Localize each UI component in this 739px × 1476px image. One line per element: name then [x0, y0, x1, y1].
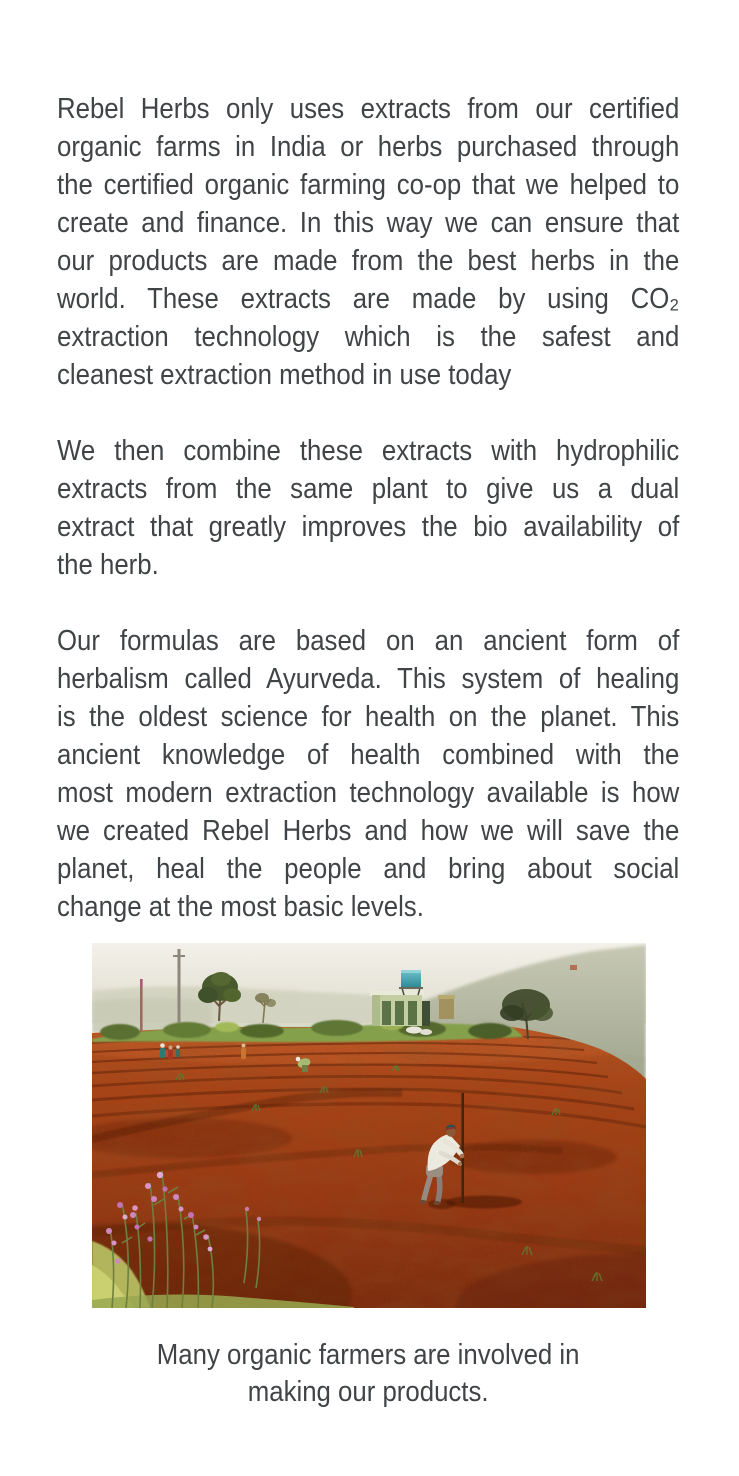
text-line: change at the most basic levels.	[57, 891, 424, 923]
text-line: extract that greatly improves the bio availability of	[57, 511, 680, 543]
text-line: planet, heal the people and bring about social	[57, 853, 680, 885]
text-line: ancient knowledge of health combined with the	[57, 739, 680, 771]
text-line: the certified organic farming co-op that we helped to	[57, 169, 680, 201]
text-line: extracts from the same plant to give us a dual	[57, 473, 680, 505]
text-line: create and finance. In this way we can ensure that	[57, 207, 680, 239]
text-line: herbalism called Ayurveda. This system of healing	[57, 663, 680, 695]
planting-stick	[462, 1093, 465, 1203]
text-line: our products are made from the best herbs in the	[57, 245, 680, 277]
worker-orange	[241, 1044, 246, 1060]
paragraph-2	[57, 432, 679, 584]
text-line: we created Rebel Herbs and how we will save the	[57, 815, 680, 847]
text-line: the herb.	[57, 549, 159, 581]
farm-field-illustration	[92, 943, 646, 1308]
text-line: world. These extracts are made by using CO₂	[57, 283, 680, 315]
text-line: organic farms in India or herbs purchased through	[57, 131, 680, 163]
caption-line: making our products.	[247, 1376, 489, 1408]
text-line: is the oldest science for health on the planet. This	[57, 701, 680, 733]
text-line: cleanest extraction method in use today	[57, 359, 512, 391]
text-line: Rebel Herbs only uses extracts from our certified	[57, 93, 680, 125]
worker-group	[160, 1043, 180, 1059]
paragraph-3	[57, 622, 679, 926]
photo-caption	[57, 1337, 679, 1411]
caption-line: Many organic farmers are involved in	[156, 1339, 580, 1371]
hillside-hut	[570, 965, 577, 970]
text-line: Our formulas are based on an ancient form of	[57, 625, 680, 657]
storage-shed	[438, 995, 455, 1019]
text-line: most modern extraction technology available is how	[57, 777, 680, 809]
paragraph-1	[57, 90, 679, 394]
farm-photo	[92, 943, 646, 1308]
text-line: extraction technology which is the safest and	[57, 321, 680, 353]
body-copy	[57, 90, 679, 926]
text-line: We then combine these extracts with hydrophilic	[57, 435, 680, 467]
